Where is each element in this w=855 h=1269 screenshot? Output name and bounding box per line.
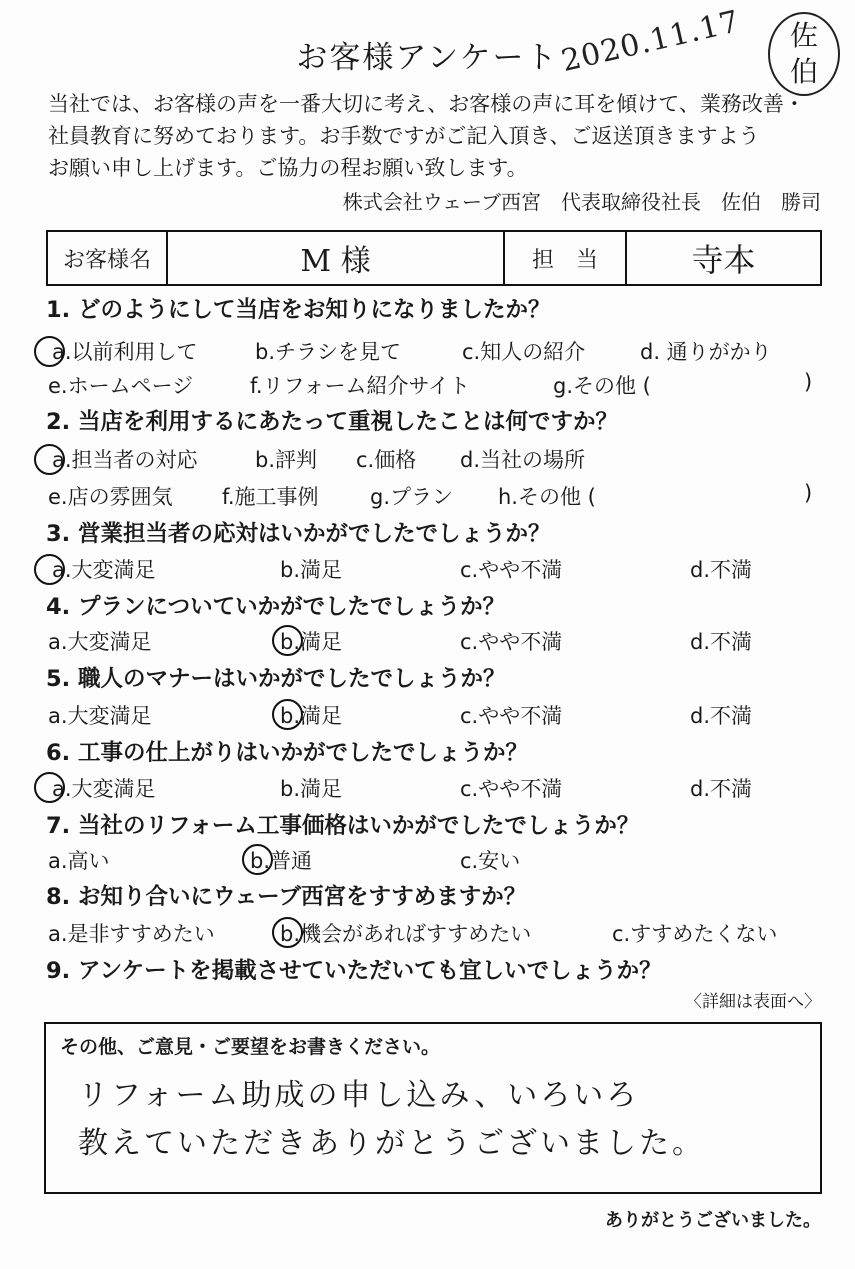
q1-option-f: f.リフォーム紹介サイト	[250, 374, 471, 398]
q2-option-b: b.評判	[255, 448, 318, 472]
customer-table	[46, 230, 822, 286]
q4-option-c: c.やや不満	[460, 630, 563, 654]
q1-option-g-close: )	[804, 370, 813, 394]
intro-line-1: 当社では、お客様の声を一番大切に考え、お客様の声に耳を傾けて、業務改善・	[48, 92, 805, 116]
seal-stamp: 佐 伯	[768, 12, 840, 96]
selected-circle	[34, 336, 65, 367]
company-signature: 株式会社ウェーブ西宮 代表取締役社長 佐伯 勝司	[342, 190, 821, 214]
q4-option-b: b.満足	[280, 630, 343, 654]
q2-option-e: e.店の雰囲気	[48, 485, 173, 509]
q6-option-b: b.満足	[280, 777, 343, 801]
question-2: 2. 当店を利用するにあたって重視したことは何ですか？	[46, 409, 619, 435]
selected-circle	[34, 444, 65, 475]
q1-option-d: d. 通りがかり	[640, 340, 772, 364]
survey-title: お客様アンケート	[296, 40, 559, 76]
q8-option-a: a.是非すすめたい	[48, 922, 215, 946]
customer-name-value: M 様	[167, 231, 504, 285]
q4-option-d: d.不満	[690, 630, 753, 654]
q3-option-d: d.不満	[690, 558, 753, 582]
q7-option-b: b.普通	[250, 849, 313, 873]
q1-option-g: g.その他 (	[553, 374, 651, 398]
selected-circle	[272, 917, 303, 948]
q2-option-a: a.担当者の対応	[52, 448, 198, 472]
question-8: 8. お知り合いにウェーブ西宮をすすめますか？	[46, 884, 527, 910]
q4-option-a: a.大変満足	[48, 630, 152, 654]
q6-option-a: a.大変満足	[52, 777, 156, 801]
q5-option-d: d.不満	[690, 704, 753, 728]
comment-line-2: 教えていただきありがとうございました。	[78, 1126, 705, 1161]
q6-option-c: c.やや不満	[460, 777, 563, 801]
handwritten-date: 2020.11.17	[558, 4, 744, 79]
q3-option-b: b.満足	[280, 558, 343, 582]
selected-circle	[34, 772, 65, 803]
question-6: 6. 工事の仕上がりはいかがでしたでしょうか？	[46, 740, 529, 766]
selected-circle	[34, 554, 65, 585]
q7-option-c: c.安い	[460, 849, 521, 873]
q1-option-a: a.以前利用して	[52, 340, 198, 364]
q1-option-b: b.チラシを見て	[255, 340, 402, 364]
comment-line-1: リフォーム助成の申し込み、いろいろ	[78, 1078, 640, 1113]
intro-line-2: 社員教育に努めております。お手数ですがご記入頂き、ご返送頂きますよう	[48, 124, 760, 148]
q2-option-f: f.施工事例	[222, 485, 319, 509]
q3-option-a: a.大変満足	[52, 558, 156, 582]
staff-value: 寺本	[626, 231, 821, 285]
q3-option-c: c.やや不満	[460, 558, 563, 582]
selected-circle	[272, 625, 303, 656]
question-4: 4. プランについていかがでしたでしょうか？	[46, 594, 506, 620]
question-5: 5. 職人のマナーはいかがでしたでしょうか？	[46, 666, 506, 692]
question-1: 1. どのようにして当店をお知りになりましたか？	[46, 297, 551, 323]
q2-option-d: d.当社の場所	[460, 448, 586, 472]
q5-option-c: c.やや不満	[460, 704, 563, 728]
q1-option-c: c.知人の紹介	[462, 340, 586, 364]
comment-box	[44, 1022, 822, 1194]
q5-option-a: a.大変満足	[48, 704, 152, 728]
question-7: 7. 当社のリフォーム工事価格はいかがでしたでしょうか？	[46, 813, 640, 839]
q2-option-g: g.プラン	[370, 485, 454, 509]
comment-label: その他、ご意見・ご要望をお書きください。	[60, 1036, 441, 1058]
q2-option-c: c.価格	[356, 448, 417, 472]
q2-option-h-close: )	[804, 481, 813, 505]
staff-label: 担 当	[504, 231, 626, 285]
q5-option-b: b.満足	[280, 704, 343, 728]
selected-circle	[242, 844, 273, 875]
q1-option-e: e.ホームページ	[48, 374, 194, 398]
question-9: 9. アンケートを掲載させていただいても宜しいでしょうか？	[46, 958, 662, 984]
footer-thanks: ありがとうございました。	[605, 1210, 821, 1231]
selected-circle	[272, 699, 303, 730]
detail-note: 〈詳細は表面へ〉	[685, 992, 821, 1012]
q8-option-c: c.すすめたくない	[612, 922, 778, 946]
q2-option-h: h.その他 (	[498, 485, 596, 509]
intro-line-3: お願い申し上げます。ご協力の程お願い致します。	[48, 156, 528, 180]
customer-name-label: お客様名	[47, 231, 167, 285]
q6-option-d: d.不満	[690, 777, 753, 801]
q8-option-b: b.機会があればすすめたい	[280, 922, 532, 946]
question-3: 3. 営業担当者の応対はいかがでしたでしょうか？	[46, 521, 551, 547]
q7-option-a: a.高い	[48, 849, 110, 873]
